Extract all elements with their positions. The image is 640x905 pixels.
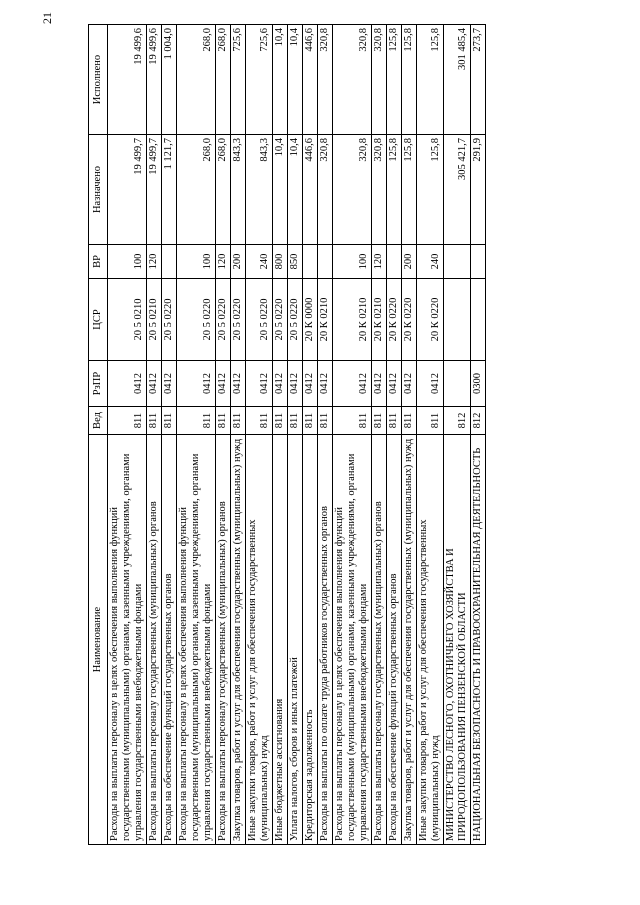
cell-ved: 811 (402, 407, 417, 435)
cell-ved: 811 (273, 407, 288, 435)
cell-executed: 725,6 (231, 25, 246, 135)
table-row (318, 25, 333, 845)
cell-csr (444, 279, 471, 361)
cell-ved: 811 (288, 407, 303, 435)
cell-csr: 20 5 0210 (108, 279, 147, 361)
cell-vr (162, 245, 177, 279)
table-row (108, 25, 147, 845)
budget-table (88, 24, 486, 845)
cell-assigned: 446,6 (303, 135, 318, 245)
cell-vr (318, 245, 333, 279)
cell-executed: 446,6 (303, 25, 318, 135)
cell-name: Кредиторская задолженность (303, 435, 318, 845)
cell-name: Расходы на выплаты по оплате труда работников государственных органов (318, 435, 333, 845)
cell-name: Закупка товаров, работ и услуг для обеспечения государственных (муниципальных) нужд (231, 435, 246, 845)
cell-rzpr: 0412 (273, 361, 288, 407)
cell-csr: 20 К 0220 (402, 279, 417, 361)
table-row (471, 25, 486, 845)
table-row (288, 25, 303, 845)
cell-rzpr: 0412 (333, 361, 372, 407)
table-row (147, 25, 162, 845)
cell-vr (387, 245, 402, 279)
cell-vr: 200 (231, 245, 246, 279)
cell-executed: 1 004,0 (162, 25, 177, 135)
cell-assigned: 268,0 (216, 135, 231, 245)
cell-assigned: 305 421,7 (444, 135, 471, 245)
table-row (372, 25, 387, 845)
cell-vr: 240 (417, 245, 444, 279)
cell-vr: 100 (333, 245, 372, 279)
cell-assigned: 320,8 (318, 135, 333, 245)
cell-csr: 20 К 0000 (303, 279, 318, 361)
cell-assigned: 291,9 (471, 135, 486, 245)
cell-rzpr: 0412 (216, 361, 231, 407)
cell-name: МИНИСТЕРСТВО ЛЕСНОГО, ОХОТНИЧЬЕГО ХОЗЯЙСТВА И ПРИРОДОПОЛЬЗОВАНИЯ ПЕНЗЕНСКОЙ ОБЛАСТИ (444, 435, 471, 845)
cell-assigned: 19 499,7 (147, 135, 162, 245)
cell-name: Иные закупки товаров, работ и услуг для обеспечения государственных (муниципальных) нужд (417, 435, 444, 845)
cell-ved: 811 (147, 407, 162, 435)
cell-assigned: 268,0 (177, 135, 216, 245)
cell-name: Расходы на обеспечение функций государственных органов (162, 435, 177, 845)
cell-vr (303, 245, 318, 279)
cell-ved: 811 (372, 407, 387, 435)
cell-vr (471, 245, 486, 279)
cell-executed: 268,0 (216, 25, 231, 135)
cell-rzpr: 0412 (108, 361, 147, 407)
cell-rzpr: 0412 (162, 361, 177, 407)
table-row (402, 25, 417, 845)
cell-executed: 125,8 (402, 25, 417, 135)
cell-vr: 100 (177, 245, 216, 279)
cell-name: Уплата налогов, сборов и иных платежей (288, 435, 303, 845)
cell-executed: 320,8 (318, 25, 333, 135)
header-csr: ЦСР (89, 279, 108, 361)
cell-rzpr: 0412 (147, 361, 162, 407)
cell-rzpr: 0412 (402, 361, 417, 407)
cell-ved: 811 (303, 407, 318, 435)
cell-rzpr (444, 361, 471, 407)
cell-assigned: 843,3 (246, 135, 273, 245)
cell-rzpr: 0412 (417, 361, 444, 407)
table-row (333, 25, 372, 845)
cell-vr: 120 (372, 245, 387, 279)
cell-ved: 811 (333, 407, 372, 435)
cell-csr: 20 5 0220 (246, 279, 273, 361)
cell-executed: 10,4 (273, 25, 288, 135)
table-row (387, 25, 402, 845)
cell-vr: 200 (402, 245, 417, 279)
table-row (177, 25, 216, 845)
cell-ved: 811 (177, 407, 216, 435)
cell-executed: 268,0 (177, 25, 216, 135)
table-row (216, 25, 231, 845)
cell-rzpr: 0412 (231, 361, 246, 407)
cell-rzpr: 0412 (372, 361, 387, 407)
table-row (273, 25, 288, 845)
cell-executed: 10,4 (288, 25, 303, 135)
cell-name: Расходы на выплаты персоналу государственных (муниципальных) органов (147, 435, 162, 845)
cell-csr: 20 5 0220 (273, 279, 288, 361)
cell-csr (471, 279, 486, 361)
cell-csr: 20 К 0210 (372, 279, 387, 361)
cell-assigned: 10,4 (273, 135, 288, 245)
cell-vr: 850 (288, 245, 303, 279)
header-ved: Вед (89, 407, 108, 435)
cell-assigned: 19 499,7 (108, 135, 147, 245)
header-vr: ВР (89, 245, 108, 279)
cell-ved: 811 (231, 407, 246, 435)
header-name: Наименование (89, 435, 108, 845)
cell-executed: 320,8 (333, 25, 372, 135)
header-executed: Исполнено (89, 25, 108, 135)
table-row (444, 25, 471, 845)
cell-name: Иные закупки товаров, работ и услуг для обеспечения государственных (муниципальных) нужд (246, 435, 273, 845)
cell-name: Расходы на выплаты персоналу государственных (муниципальных) органов (216, 435, 231, 845)
cell-ved: 811 (216, 407, 231, 435)
cell-name: НАЦИОНАЛЬНАЯ БЕЗОПАСНОСТЬ И ПРАВООХРАНИТЕЛЬНАЯ ДЕЯТЕЛЬНОСТЬ (471, 435, 486, 845)
cell-executed: 301 485,4 (444, 25, 471, 135)
cell-ved: 811 (318, 407, 333, 435)
cell-vr: 120 (147, 245, 162, 279)
cell-ved: 812 (471, 407, 486, 435)
cell-vr (444, 245, 471, 279)
cell-vr: 240 (246, 245, 273, 279)
cell-rzpr: 0412 (246, 361, 273, 407)
cell-rzpr: 0300 (471, 361, 486, 407)
cell-executed: 273,7 (471, 25, 486, 135)
header-rzpr: РзПР (89, 361, 108, 407)
table-row (231, 25, 246, 845)
cell-name: Расходы на выплаты персоналу государственных (муниципальных) органов (372, 435, 387, 845)
cell-vr: 100 (108, 245, 147, 279)
table-row (162, 25, 177, 845)
cell-ved: 812 (444, 407, 471, 435)
table-row (417, 25, 444, 845)
cell-assigned: 10,4 (288, 135, 303, 245)
cell-executed: 19 499,6 (147, 25, 162, 135)
cell-assigned: 125,8 (417, 135, 444, 245)
cell-rzpr: 0412 (318, 361, 333, 407)
table-header-row (89, 25, 108, 845)
cell-assigned: 320,8 (372, 135, 387, 245)
cell-executed: 725,6 (246, 25, 273, 135)
cell-name: Закупка товаров, работ и услуг для обеспечения государственных (муниципальных) нужд (402, 435, 417, 845)
cell-csr: 20 5 0220 (288, 279, 303, 361)
cell-ved: 811 (162, 407, 177, 435)
cell-assigned: 320,8 (333, 135, 372, 245)
cell-rzpr: 0412 (288, 361, 303, 407)
cell-ved: 811 (417, 407, 444, 435)
page-number: 21 (40, 12, 54, 24)
cell-name: Расходы на выплаты персоналу в целях обеспечения выполнения функций государственными (муниципальными) органами, казенными учреждениями, органами управления государственными внебюджетными фондами (108, 435, 147, 845)
header-assigned: Назначено (89, 135, 108, 245)
cell-csr: 20 К 0210 (318, 279, 333, 361)
cell-assigned: 1 121,7 (162, 135, 177, 245)
cell-vr: 120 (216, 245, 231, 279)
cell-name: Расходы на выплаты персоналу в целях обеспечения выполнения функций государственными (муниципальными) органами, казенными учреждениями, органами управления государственными внебюджетными фондами (177, 435, 216, 845)
cell-csr: 20 К 0220 (387, 279, 402, 361)
cell-name: Иные бюджетные ассигнования (273, 435, 288, 845)
cell-assigned: 125,8 (402, 135, 417, 245)
cell-csr: 20 5 0210 (147, 279, 162, 361)
table-body (108, 25, 486, 845)
cell-csr: 20 5 0220 (162, 279, 177, 361)
cell-rzpr: 0412 (303, 361, 318, 407)
cell-vr: 800 (273, 245, 288, 279)
cell-name: Расходы на обеспечение функций государственных органов (387, 435, 402, 845)
table-row (246, 25, 273, 845)
cell-csr: 20 К 0220 (417, 279, 444, 361)
cell-rzpr: 0412 (387, 361, 402, 407)
cell-rzpr: 0412 (177, 361, 216, 407)
cell-name: Расходы на выплаты персоналу в целях обеспечения выполнения функций государственными (муниципальными) органами, казенными учреждениями, органами управления государственными внебюджетными фондами (333, 435, 372, 845)
cell-ved: 811 (387, 407, 402, 435)
cell-assigned: 125,8 (387, 135, 402, 245)
cell-ved: 811 (108, 407, 147, 435)
cell-executed: 125,8 (387, 25, 402, 135)
cell-ved: 811 (246, 407, 273, 435)
cell-csr: 20 5 0220 (216, 279, 231, 361)
cell-csr: 20 5 0220 (231, 279, 246, 361)
cell-csr: 20 К 0210 (333, 279, 372, 361)
cell-csr: 20 5 0220 (177, 279, 216, 361)
cell-assigned: 843,3 (231, 135, 246, 245)
table-row (303, 25, 318, 845)
cell-executed: 19 499,6 (108, 25, 147, 135)
cell-executed: 125,8 (417, 25, 444, 135)
cell-executed: 320,8 (372, 25, 387, 135)
